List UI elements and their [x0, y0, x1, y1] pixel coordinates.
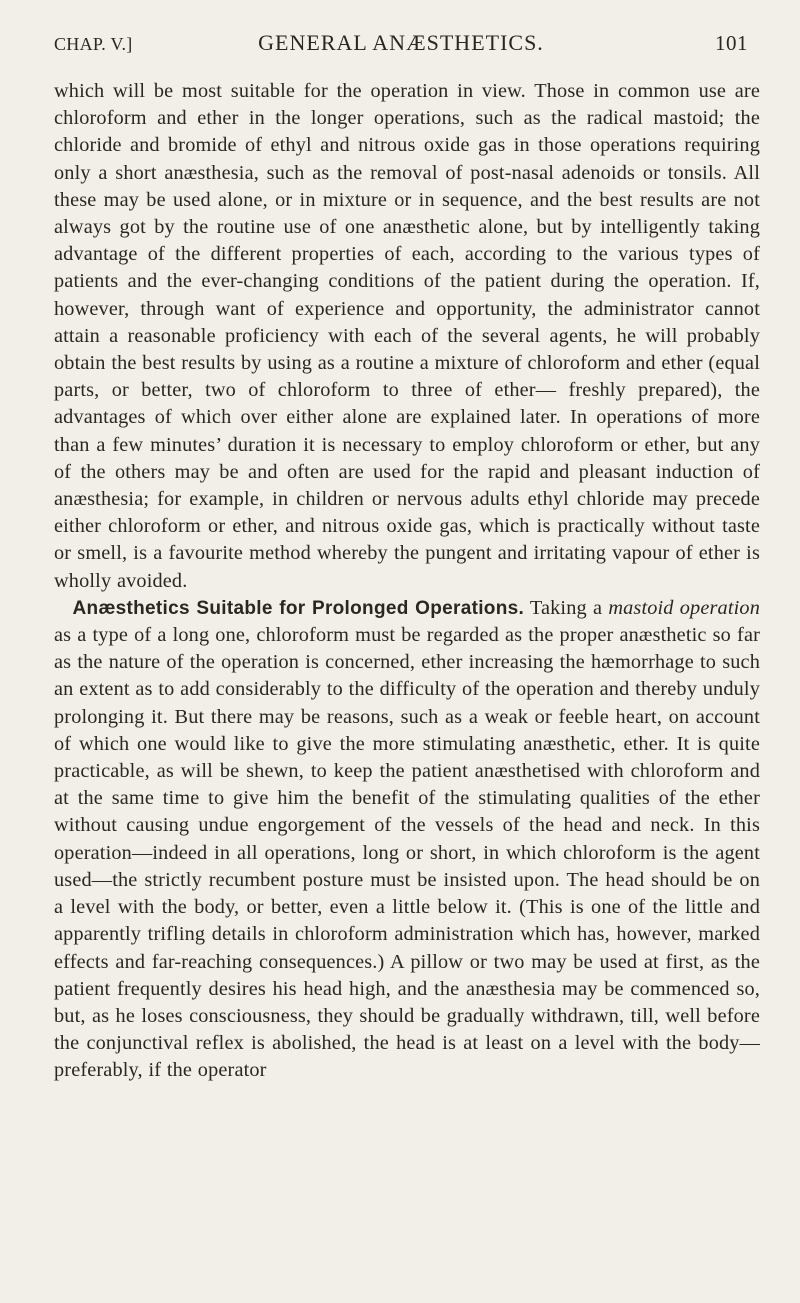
- chapter-marker: CHAP. V.]: [54, 34, 133, 54]
- section-heading: Anæsthetics Suitable for Prolonged Operations.: [72, 597, 525, 619]
- running-head: [54, 28, 748, 58]
- paragraph-2-text: as a type of a long one, chloroform must be regarded as the proper anæsthetic so far as the nature of the operation is concerned, ether increasing the hæmorrhage to such an extent as to add considerably to the difficulty of the operation and thereby unduly prolonging it. But there may be reasons, such as a weak or feeble heart, on account of which one would like to give the more stimulating anæsthetic, ether. It is quite practicable, as will be shewn, to keep the patient anæsthetised with chloroform and at the same time to give him the benefit of the stimulating qualities of the ether without causing undue engorgement of the vessels of the head and neck. In this operation—indeed in all operations, long or short, in which chloroform is the agent used—the strictly recumbent posture must be insisted upon. The head should be on a level with the body, or better, even a little below it. (This is one of the little and apparently trifling details in chloroform administration which has, however, marked effects and far-reaching consequences.) A pillow or two may be used at first, as the patient frequently desires his head high, and the anæsthesia may be commenced so, but, as he loses consciousness, they should be gradually withdrawn, till, well before the conjunctival reflex is abolished, the head is at least on a level with the body—preferably, if the operator: [54, 624, 760, 1082]
- running-title: GENERAL ANÆSTHETICS.: [258, 30, 544, 55]
- page-number: 101: [715, 31, 748, 55]
- italic-term: mastoid operation: [608, 596, 760, 619]
- paragraph-2: [54, 595, 760, 1085]
- paragraph-1: which will be most suitable for the operation in view. Those in common use are chloroform and ether in the longer operations, such as the radical mastoid; the chloride and bromide of ethyl and nitrous oxide gas in those operations requiring only a short anæsthesia, such as the removal of post-nasal adenoids or tonsils. All these may be used alone, or in mixture or in sequence, and the best results are not always got by the routine use of one anæsthetic alone, but by intelligently taking advantage of the different properties of each, according to the various types of patients and the ever-changing conditions of the patient during the operation. If, however, through want of experience and opportunity, the administrator cannot attain a reasonable proficiency with each of the several agents, he will probably obtain the best results by using as a routine a mixture of chloroform and ether (equal parts, or better, two of chloroform to three of ether— freshly prepared), the advantages of which over either alone are explained later. In operations of more than a few minutes’ duration it is necessary to employ chloroform or ether, but any of the others may be and often are used for the rapid and pleasant induction of anæsthesia; for example, in children or nervous adults ethyl chloride may precede either chloroform or ether, and nitrous oxide gas, which is practically without taste or smell, is a favourite method whereby the pungent and irritating vapour of ether is wholly avoided.: [54, 80, 760, 592]
- body-text: [54, 78, 760, 1085]
- paragraph-2-lead: Taking a: [529, 596, 603, 619]
